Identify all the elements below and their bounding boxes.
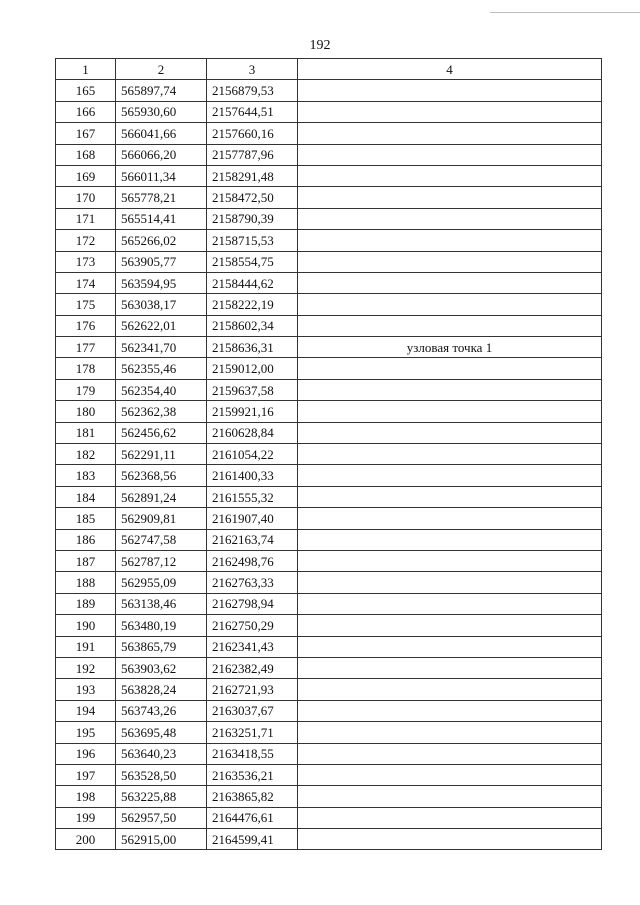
y-coordinate-cell: 2161054,22 — [207, 444, 298, 465]
note-cell — [298, 187, 602, 208]
y-coordinate-cell: 2163865,82 — [207, 786, 298, 807]
note-cell — [298, 208, 602, 229]
point-number-cell: 180 — [56, 401, 116, 422]
y-coordinate-cell: 2160628,84 — [207, 422, 298, 443]
y-coordinate-cell: 2158636,31 — [207, 337, 298, 358]
table-row — [56, 615, 602, 636]
note-cell — [298, 144, 602, 165]
table-row — [56, 657, 602, 678]
y-coordinate-cell: 2158554,75 — [207, 251, 298, 272]
table-row — [56, 208, 602, 229]
note-cell — [298, 807, 602, 828]
point-number-cell: 172 — [56, 230, 116, 251]
table-row — [56, 101, 602, 122]
table-row — [56, 550, 602, 571]
y-coordinate-cell: 2158444,62 — [207, 272, 298, 293]
point-number-cell: 187 — [56, 550, 116, 571]
y-coordinate-cell: 2162498,76 — [207, 550, 298, 571]
point-number-cell: 170 — [56, 187, 116, 208]
point-number-cell: 173 — [56, 251, 116, 272]
note-cell — [298, 743, 602, 764]
y-coordinate-cell: 2162382,49 — [207, 657, 298, 678]
x-coordinate-cell: 562341,70 — [116, 337, 207, 358]
y-coordinate-cell: 2162763,33 — [207, 572, 298, 593]
note-cell — [298, 123, 602, 144]
y-coordinate-cell: 2162721,93 — [207, 679, 298, 700]
point-number-cell: 165 — [56, 80, 116, 101]
x-coordinate-cell: 563695,48 — [116, 722, 207, 743]
point-number-cell: 168 — [56, 144, 116, 165]
point-number-cell: 194 — [56, 700, 116, 721]
page-number: 192 — [309, 38, 331, 53]
point-number-cell: 171 — [56, 208, 116, 229]
x-coordinate-cell: 563480,19 — [116, 615, 207, 636]
table-row — [56, 379, 602, 400]
table-row — [56, 251, 602, 272]
point-number-cell: 176 — [56, 315, 116, 336]
note-cell — [298, 358, 602, 379]
x-coordinate-cell: 563528,50 — [116, 764, 207, 785]
y-coordinate-cell: 2164476,61 — [207, 807, 298, 828]
y-coordinate-cell: 2164599,41 — [207, 829, 298, 850]
note-cell — [298, 700, 602, 721]
table-row — [56, 123, 602, 144]
table-row — [56, 679, 602, 700]
point-number-cell: 193 — [56, 679, 116, 700]
y-coordinate-cell: 2158602,34 — [207, 315, 298, 336]
table-row — [56, 187, 602, 208]
table-row — [56, 358, 602, 379]
note-cell — [298, 486, 602, 507]
x-coordinate-cell: 563903,62 — [116, 657, 207, 678]
x-coordinate-cell: 562955,09 — [116, 572, 207, 593]
note-cell — [298, 636, 602, 657]
y-coordinate-cell: 2158291,48 — [207, 165, 298, 186]
x-coordinate-cell: 562747,58 — [116, 529, 207, 550]
y-coordinate-cell: 2162798,94 — [207, 593, 298, 614]
table-row — [56, 337, 602, 358]
point-number-cell: 182 — [56, 444, 116, 465]
note-cell — [298, 251, 602, 272]
table-row — [56, 230, 602, 251]
note-cell — [298, 572, 602, 593]
point-number-cell: 198 — [56, 786, 116, 807]
x-coordinate-cell: 563038,17 — [116, 294, 207, 315]
table-row — [56, 722, 602, 743]
column-header-4: 4 — [298, 59, 602, 80]
table-row — [56, 401, 602, 422]
point-number-cell: 175 — [56, 294, 116, 315]
table-row — [56, 486, 602, 507]
y-coordinate-cell: 2158472,50 — [207, 187, 298, 208]
table-row — [56, 422, 602, 443]
table-row — [56, 80, 602, 101]
note-cell — [298, 465, 602, 486]
x-coordinate-cell: 565778,21 — [116, 187, 207, 208]
table-row — [56, 743, 602, 764]
table-row — [56, 508, 602, 529]
point-number-cell: 197 — [56, 764, 116, 785]
y-coordinate-cell: 2157787,96 — [207, 144, 298, 165]
table-row — [56, 807, 602, 828]
note-cell — [298, 508, 602, 529]
point-number-cell: 195 — [56, 722, 116, 743]
table-row — [56, 786, 602, 807]
note-cell — [298, 401, 602, 422]
point-number-cell: 189 — [56, 593, 116, 614]
y-coordinate-cell: 2159921,16 — [207, 401, 298, 422]
x-coordinate-cell: 563828,24 — [116, 679, 207, 700]
y-coordinate-cell: 2162750,29 — [207, 615, 298, 636]
x-coordinate-cell: 562957,50 — [116, 807, 207, 828]
point-number-cell: 166 — [56, 101, 116, 122]
x-coordinate-cell: 562362,38 — [116, 401, 207, 422]
x-coordinate-cell: 562909,81 — [116, 508, 207, 529]
x-coordinate-cell: 562368,56 — [116, 465, 207, 486]
note-cell — [298, 422, 602, 443]
note-cell — [298, 230, 602, 251]
x-coordinate-cell: 563865,79 — [116, 636, 207, 657]
note-cell: узловая точка 1 — [298, 337, 602, 358]
table-row — [56, 444, 602, 465]
note-cell — [298, 272, 602, 293]
table-row — [56, 165, 602, 186]
x-coordinate-cell: 563594,95 — [116, 272, 207, 293]
note-cell — [298, 101, 602, 122]
x-coordinate-cell: 566066,20 — [116, 144, 207, 165]
note-cell — [298, 615, 602, 636]
point-number-cell: 191 — [56, 636, 116, 657]
y-coordinate-cell: 2158790,39 — [207, 208, 298, 229]
table-row — [56, 636, 602, 657]
table-row — [56, 700, 602, 721]
note-cell — [298, 722, 602, 743]
y-coordinate-cell: 2161907,40 — [207, 508, 298, 529]
point-number-cell: 181 — [56, 422, 116, 443]
y-coordinate-cell: 2157660,16 — [207, 123, 298, 144]
y-coordinate-cell: 2158222,19 — [207, 294, 298, 315]
x-coordinate-cell: 562891,24 — [116, 486, 207, 507]
x-coordinate-cell: 563640,23 — [116, 743, 207, 764]
note-cell — [298, 444, 602, 465]
column-header-1: 1 — [56, 59, 116, 80]
x-coordinate-cell: 563743,26 — [116, 700, 207, 721]
x-coordinate-cell: 566041,66 — [116, 123, 207, 144]
note-cell — [298, 315, 602, 336]
x-coordinate-cell: 563225,88 — [116, 786, 207, 807]
point-number-cell: 190 — [56, 615, 116, 636]
note-cell — [298, 764, 602, 785]
x-coordinate-cell: 562354,40 — [116, 379, 207, 400]
table-row — [56, 315, 602, 336]
y-coordinate-cell: 2163418,55 — [207, 743, 298, 764]
point-number-cell: 179 — [56, 379, 116, 400]
point-number-cell: 192 — [56, 657, 116, 678]
point-number-cell: 200 — [56, 829, 116, 850]
y-coordinate-cell: 2163037,67 — [207, 700, 298, 721]
y-coordinate-cell: 2161400,33 — [207, 465, 298, 486]
note-cell — [298, 786, 602, 807]
y-coordinate-cell: 2158715,53 — [207, 230, 298, 251]
table-row — [56, 829, 602, 850]
table-row — [56, 272, 602, 293]
note-cell — [298, 379, 602, 400]
y-coordinate-cell: 2163251,71 — [207, 722, 298, 743]
y-coordinate-cell: 2159012,00 — [207, 358, 298, 379]
top-edge-line — [490, 12, 640, 13]
y-coordinate-cell: 2163536,21 — [207, 764, 298, 785]
table-row — [56, 294, 602, 315]
y-coordinate-cell: 2162163,74 — [207, 529, 298, 550]
point-number-cell: 177 — [56, 337, 116, 358]
x-coordinate-cell: 562355,46 — [116, 358, 207, 379]
y-coordinate-cell: 2157644,51 — [207, 101, 298, 122]
x-coordinate-cell: 562915,00 — [116, 829, 207, 850]
x-coordinate-cell: 563138,46 — [116, 593, 207, 614]
point-number-cell: 185 — [56, 508, 116, 529]
point-number-cell: 196 — [56, 743, 116, 764]
column-header-3: 3 — [207, 59, 298, 80]
note-cell — [298, 829, 602, 850]
table-row — [56, 572, 602, 593]
y-coordinate-cell: 2156879,53 — [207, 80, 298, 101]
point-number-cell: 183 — [56, 465, 116, 486]
point-number-cell: 184 — [56, 486, 116, 507]
table-row — [56, 144, 602, 165]
coordinates-table — [55, 58, 602, 850]
x-coordinate-cell: 565897,74 — [116, 80, 207, 101]
note-cell — [298, 80, 602, 101]
column-header-2: 2 — [116, 59, 207, 80]
x-coordinate-cell: 566011,34 — [116, 165, 207, 186]
table-row — [56, 465, 602, 486]
note-cell — [298, 529, 602, 550]
table-row — [56, 764, 602, 785]
x-coordinate-cell: 565930,60 — [116, 101, 207, 122]
point-number-cell: 199 — [56, 807, 116, 828]
note-cell — [298, 679, 602, 700]
note-cell — [298, 550, 602, 571]
x-coordinate-cell: 562291,11 — [116, 444, 207, 465]
point-number-cell: 186 — [56, 529, 116, 550]
note-cell — [298, 657, 602, 678]
x-coordinate-cell: 565514,41 — [116, 208, 207, 229]
x-coordinate-cell: 563905,77 — [116, 251, 207, 272]
y-coordinate-cell: 2159637,58 — [207, 379, 298, 400]
x-coordinate-cell: 562622,01 — [116, 315, 207, 336]
point-number-cell: 169 — [56, 165, 116, 186]
point-number-cell: 174 — [56, 272, 116, 293]
table-row — [56, 529, 602, 550]
note-cell — [298, 593, 602, 614]
point-number-cell: 178 — [56, 358, 116, 379]
y-coordinate-cell: 2162341,43 — [207, 636, 298, 657]
x-coordinate-cell: 565266,02 — [116, 230, 207, 251]
note-cell — [298, 294, 602, 315]
x-coordinate-cell: 562456,62 — [116, 422, 207, 443]
x-coordinate-cell: 562787,12 — [116, 550, 207, 571]
table-header-row — [56, 59, 602, 80]
note-cell — [298, 165, 602, 186]
point-number-cell: 188 — [56, 572, 116, 593]
point-number-cell: 167 — [56, 123, 116, 144]
y-coordinate-cell: 2161555,32 — [207, 486, 298, 507]
table-row — [56, 593, 602, 614]
